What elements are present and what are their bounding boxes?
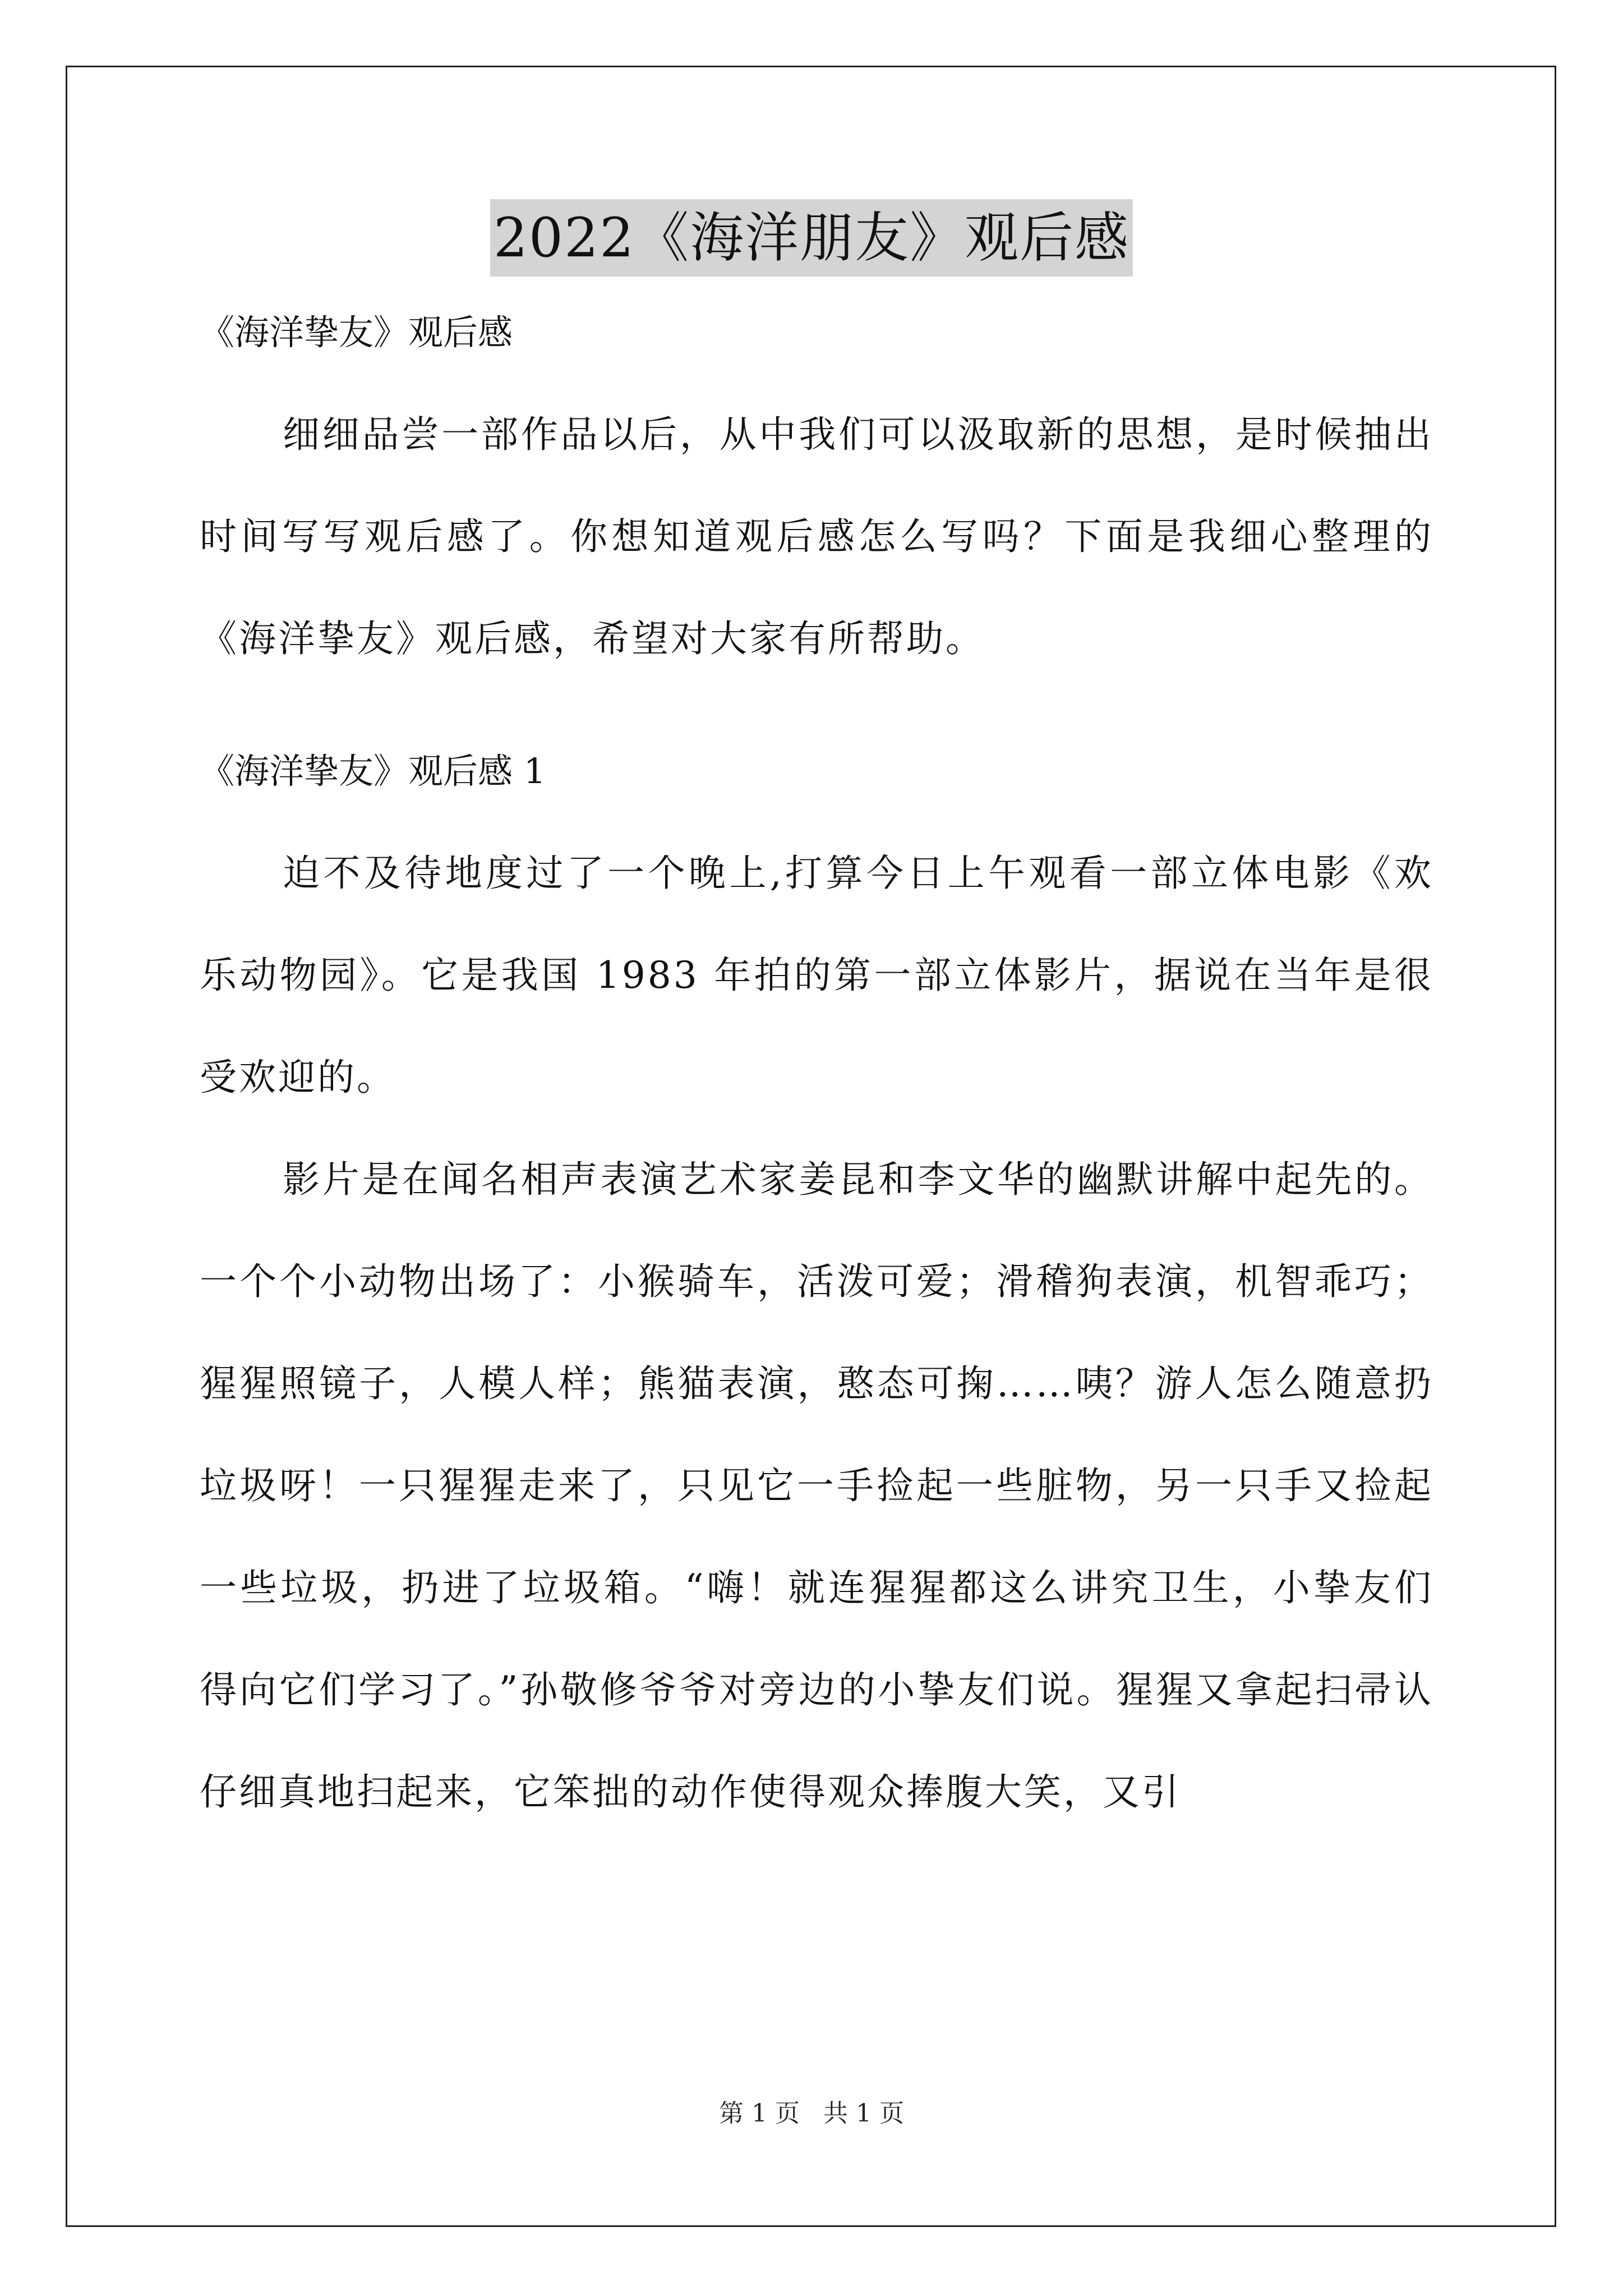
page-footer: 第 1 页 共 1 页 xyxy=(719,2099,904,2128)
section-heading: 《海洋挚友》观后感 1 xyxy=(200,751,546,792)
document-body xyxy=(200,307,1433,1843)
title-container xyxy=(0,199,1623,277)
intro-paragraph: 细细品尝一部作品以后，从中我们可以汲取新的思想，是时候抽出时间写写观后感了。你想知道观后感怎么写吗？下面是我细心整理的《海洋挚友》观后感，希望对大家有所帮助。 xyxy=(200,413,1433,660)
intro-heading: 《海洋挚友》观后感 xyxy=(200,312,513,353)
section-paragraph: 影片是在闻名相声表演艺术家姜昆和李文华的幽默讲解中起先的。一个个小动物出场了：小猴骑车，活泼可爱；滑稽狗表演，机智乖巧；猩猩照镜子，人模人样；熊猫表演，憨态可掬……咦？游人怎么随意扔垃圾呀！一只猩猩走来了，只见它一手捡起一些脏物，另一只手又捡起一些垃圾，扔进了垃圾箱。“嗨！就连猩猩都这么讲究卫生，小挚友们得向它们学习了。”孙敬修爷爷对旁边的小挚友们说。猩猩又拿起扫帚认仔细真地扫起来，它笨拙的动作使得观众捧腹大笑，又引 xyxy=(200,1158,1433,1814)
section-paragraph: 迫不及待地度过了一个晚上,打算今日上午观看一部立体电影《欢乐动物园》。它是我国 1983 年拍的第一部立体影片，据说在当年是很受欢迎的。 xyxy=(200,852,1433,1099)
document-title: 2022《海洋朋友》观后感 xyxy=(490,199,1133,277)
